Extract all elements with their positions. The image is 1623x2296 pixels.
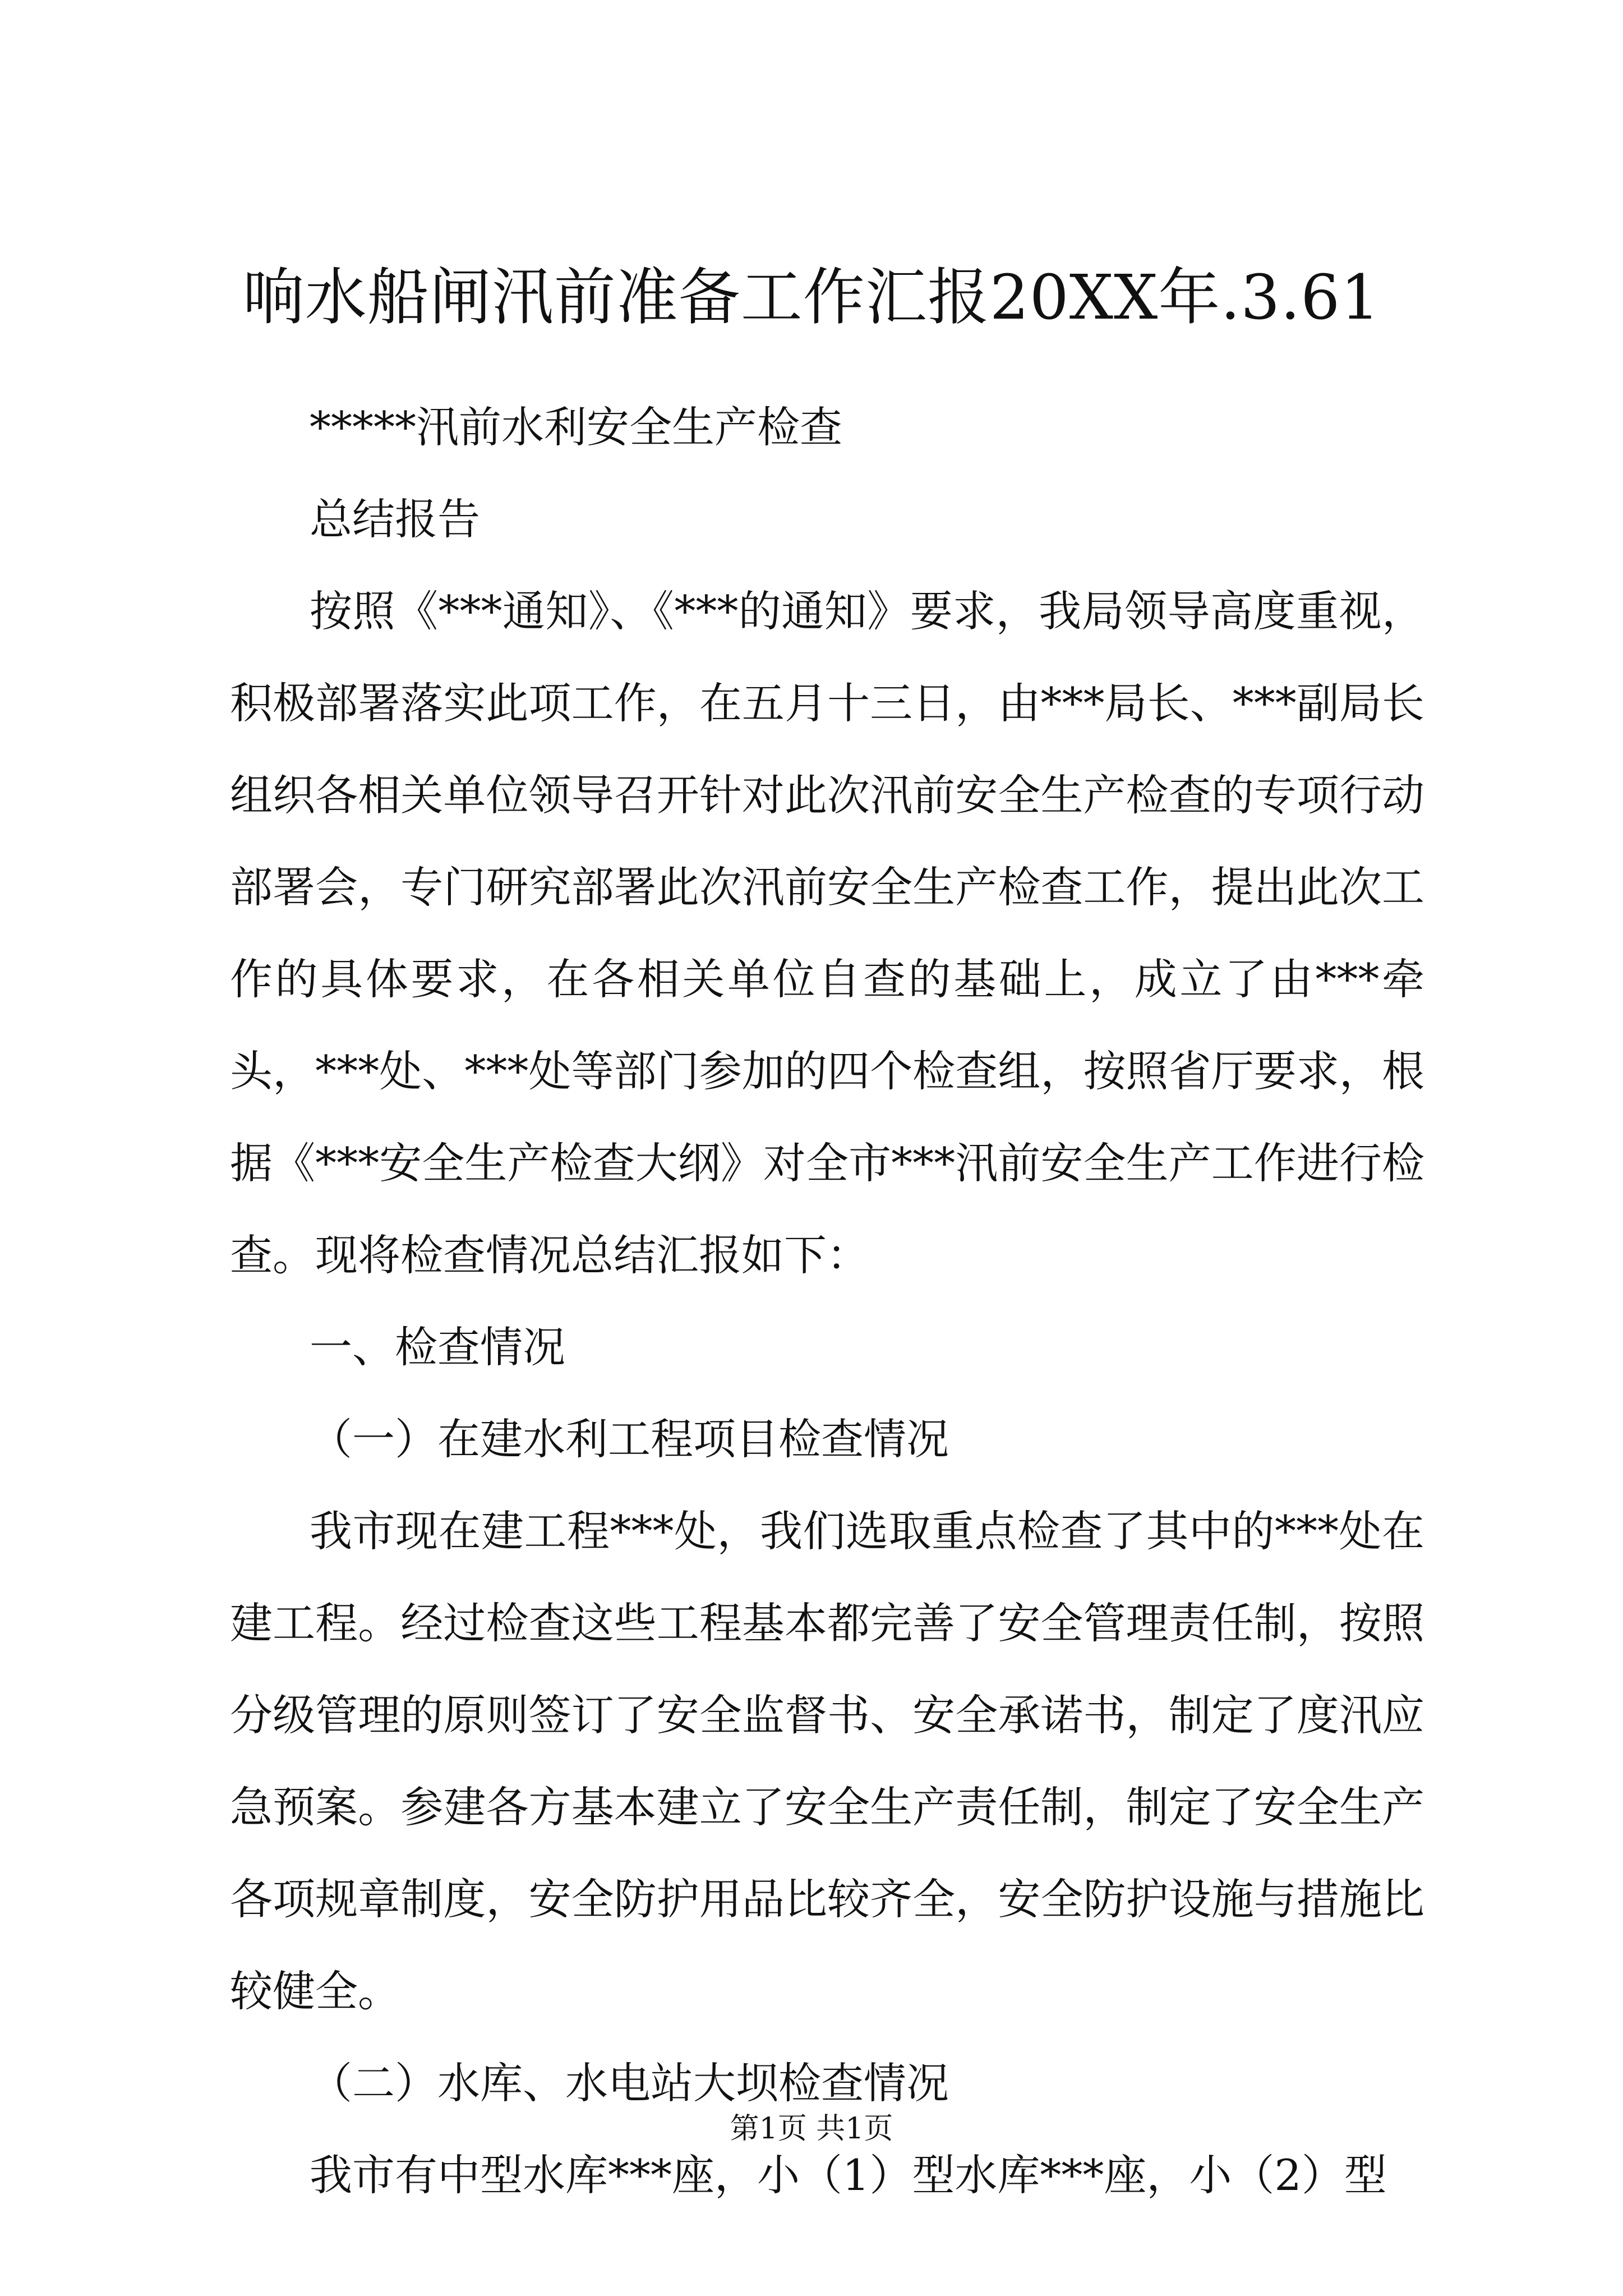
- document-title: 响水船闸汛前准备工作汇报20XX年.3.61: [242, 261, 1381, 333]
- document-body: [230, 381, 1424, 2221]
- subtitle-line-2: 总结报告: [310, 494, 480, 544]
- intro-paragraph: 按照《***通知》、《***的通知》要求，我局领导高度重视，积极部署落实此项工作，在五月十三日，由***局长、***副局长组织各相关单位领导召开针对此次汛前安全生产检查的专项行动部署会，专门研究部署此次汛前安全生产检查工作，提出此次工作的具体要求，在各相关单位自查的基础上，成立了由***牵头，***处、***处等部门参加的四个检查组，按照省厅要求，根据《***安全生产检查大纲》对全市***汛前安全生产工作进行检查。现将检查情况总结汇报如下：: [230, 586, 1424, 1280]
- reservoir-paragraph: 我市有中型水库***座，小（1）型水库***座，小（2）型: [310, 2150, 1387, 2200]
- page-footer: 第1页 共1页: [730, 2112, 893, 2146]
- subsection-heading-1: （一）在建水利工程项目检查情况: [310, 1414, 949, 1464]
- section-heading: 一、检查情况: [310, 1322, 565, 1372]
- subsection-heading-2: （二）水库、水电站大坝检查情况: [310, 2058, 949, 2108]
- subtitle-line-1: *****汛前水利安全生产检查: [310, 402, 842, 452]
- construction-paragraph: 我市现在建工程***处，我们选取重点检查了其中的***处在建工程。经过检查这些工程基本都完善了安全管理责任制，按照分级管理的原则签订了安全监督书、安全承诺书，制定了度汛应急预案。参建各方基本建立了安全生产责任制，制定了安全生产各项规章制度，安全防护用品比较齐全，安全防护设施与措施比较健全。: [230, 1506, 1424, 2016]
